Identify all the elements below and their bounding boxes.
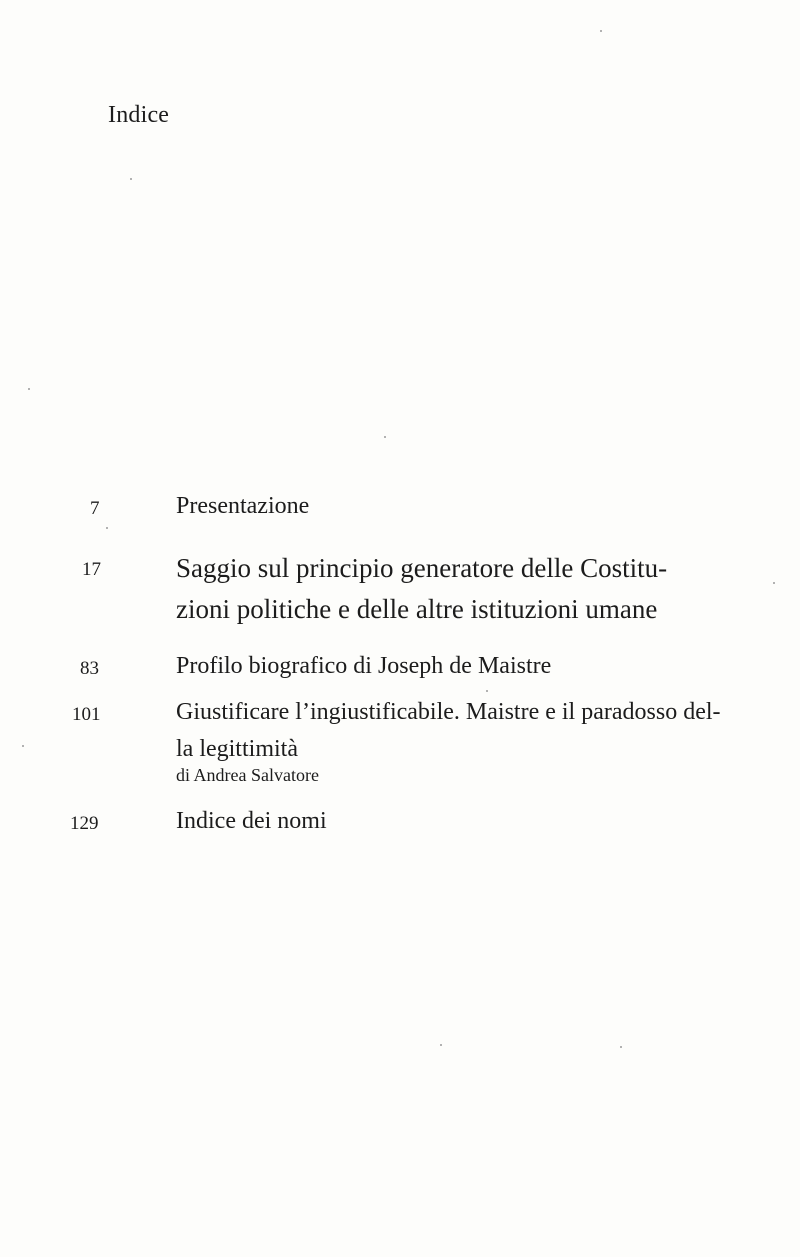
page-number: 7 (90, 498, 100, 519)
page-number: 129 (70, 813, 99, 834)
entry-title: Presentazione (176, 493, 310, 519)
scan-speck (130, 178, 132, 180)
entry-title: Profilo biografico di Joseph de Maistre (176, 653, 552, 679)
entry-title-line: zioni politiche e delle altre istituzioni umane (176, 594, 658, 624)
entry-title (176, 548, 746, 630)
entry-title: Indice dei nomi (176, 808, 327, 834)
scan-speck (620, 1046, 622, 1048)
page-title: Indice (108, 102, 170, 128)
page-number: 101 (72, 704, 101, 725)
entry-title-line: Saggio sul principio generatore delle Costitu- (176, 553, 668, 583)
entry-title-line: Giustificare l’ingiustificabile. Maistre e il paradosso del- (176, 699, 721, 725)
scan-speck (28, 388, 30, 390)
scan-speck (440, 1044, 442, 1046)
scan-speck (106, 527, 108, 529)
page-number: 17 (82, 559, 101, 580)
scan-speck (600, 30, 602, 32)
entry-title (176, 694, 746, 768)
entry-title-line: la legittimità (176, 736, 298, 762)
scan-speck (486, 690, 488, 692)
scan-speck (384, 436, 386, 438)
entry-author: di Andrea Salvatore (176, 765, 319, 785)
scan-speck (22, 745, 24, 747)
page-number: 83 (80, 658, 99, 679)
scan-speck (773, 582, 775, 584)
